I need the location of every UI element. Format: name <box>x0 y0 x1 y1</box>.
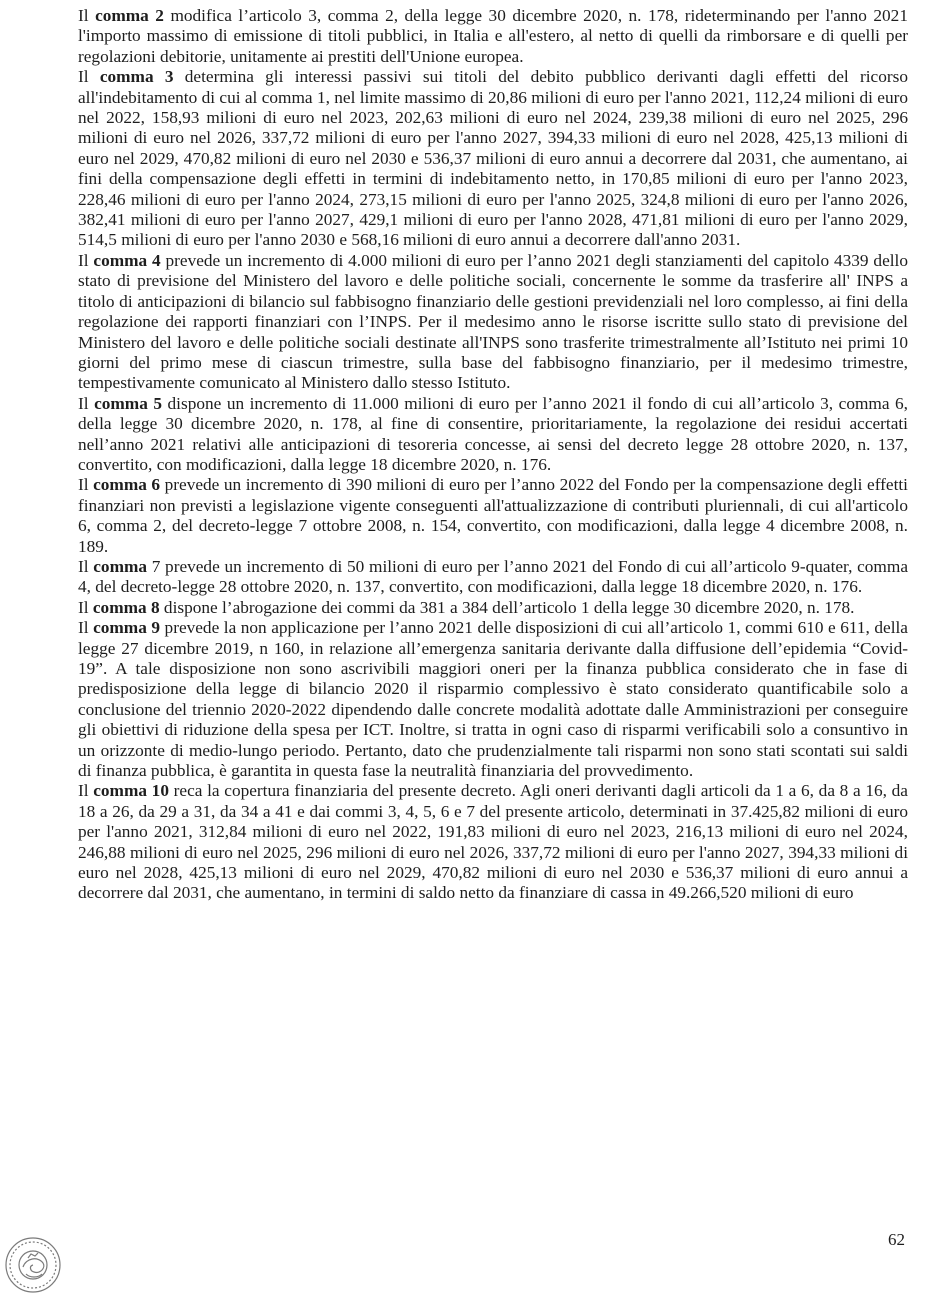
paragraph-comma-8 <box>78 598 908 618</box>
paragraph-lead: Il <box>78 6 96 25</box>
paragraph-comma-2 <box>78 6 908 67</box>
paragraph-comma-7 <box>78 557 908 598</box>
document-body <box>78 6 908 904</box>
paragraph-keyword: comma 8 <box>92 597 160 617</box>
paragraph-keyword: comma 6 <box>93 475 161 495</box>
paragraph-lead: Il <box>78 781 94 801</box>
paragraph-lead: Il <box>78 393 95 413</box>
paragraph-comma-10 <box>78 781 908 903</box>
page-number: 62 <box>888 1230 905 1249</box>
paragraph-lead: Il <box>78 475 94 495</box>
paragraph-keyword: comma 5 <box>94 393 163 413</box>
paragraph-keyword: comma 3 <box>99 67 174 87</box>
paragraph-text: determina gli interessi passivi sui titoli del debito pubblico derivanti dagli effetti del ricorso all'indebitamento di cui al comma 1, nel limite massimo di 20,86 milioni di euro per l'anno 2021, 112,24 milioni di euro nel 2022, 158,93 milioni di euro nel 2023, 202,63 milioni di euro nel 2024, 239,38 milioni di euro nel 2025, 296 milioni di euro nel 2026, 337,72 milioni di euro per l'anno 2027, 394,33 milioni di euro nel 2028, 425,13 milioni di euro nel 2029, 470,82 milioni di euro nel 2030 e 536,37 milioni di euro annui a decorrere dal 2031, che aumentano, ai fini della compensazione degli effetti in termini di indebitamento netto, in 170,85 milioni di euro per l'anno 2023, 228,46 milioni di euro per l'anno 2024, 273,15 milioni di euro per l'anno 2025, 324,8 milioni di euro per l'anno 2026, 382,41 milioni di euro per l'anno 2027, 429,1 milioni di euro per l'anno 2028, 471,81 milioni di euro per l'anno 2029, 514,5 milioni di euro per l'anno 2030 e 568,16 milioni di euro annui a decorrere dall'anno 2031. <box>78 67 908 250</box>
paragraph-comma-4 <box>78 251 908 394</box>
paragraph-keyword: comma 9 <box>93 618 161 638</box>
paragraph-comma-6 <box>78 475 908 557</box>
paragraph-lead: Il <box>78 618 94 638</box>
paragraph-text: prevede un incremento di 390 milioni di euro per l’anno 2022 del Fondo per la compensazione degli effetti finanziari non previsti a legislazione vigente conseguenti all'attualizzazione di contributi pluriennali, di cui all'articolo 6, comma 2, del decreto-legge 7 ottobre 2008, n. 154, convertito, con modificazioni, dalla legge 4 dicembre 2008, n. 189. <box>78 475 908 556</box>
paragraph-text: reca la copertura finanziaria del presente decreto. Agli oneri derivanti dagli articoli da 1 a 6, da 8 a 16, da 18 a 26, da 29 a 31, da 34 a 41 e dai commi 3, 4, 5, 6 e 7 del presente articolo, determinati in 37.425,82 milioni di euro per l'anno 2021, 312,84 milioni di euro nel 2022, 191,83 milioni di euro nel 2023, 216,13 milioni di euro nel 2024, 246,88 milioni di euro nel 2025, 296 milioni di euro nel 2026, 337,72 milioni di euro per l'anno 2027, 394,33 milioni di euro nel 2028, 425,13 milioni di euro nel 2029, 470,82 milioni di euro nel 2030 e 536,37 milioni di euro annui a decorrere dal 2031, che aumentano, in termini di saldo netto da finanziare di cassa in 49.266,520 milioni di euro <box>78 781 908 903</box>
paragraph-text: dispone un incremento di 11.000 milioni di euro per l’anno 2021 il fondo di cui all’articolo 3, comma 6, della legge 30 dicembre 2020, n. 178, al fine di consentire, prioritariamente, la regolazione dei residui accertati nell’anno 2021 relativi alle anticipazioni di tesoreria concesse, ai sensi del decreto legge 28 ottobre 2020, n. 137, convertito, con modificazioni, dalla legge 18 dicembre 2020, n. 176. <box>78 393 908 474</box>
paragraph-text: modifica l’articolo 3, comma 2, della legge 30 dicembre 2020, n. 178, rideterminando per l'anno 2021 l'importo massimo di emissione di titoli pubblici, in Italia e all'estero, al netto di quelli da rimborsare e di quelli per regolazioni debitorie, unitamente ai prestiti dell'Unione europea. <box>78 6 908 66</box>
paragraph-lead: Il <box>78 250 94 270</box>
paragraph-lead: Il <box>78 556 94 576</box>
paragraph-comma-3 <box>78 67 908 251</box>
paragraph-lead: Il <box>78 597 93 617</box>
paragraph-comma-9 <box>78 618 908 781</box>
official-stamp-icon <box>4 1236 62 1294</box>
paragraph-text: 7 prevede un incremento di 50 milioni di euro per l’anno 2021 del Fondo di cui all’articolo 9-quater, comma 4, del decreto-legge 28 ottobre 2020, n. 137, convertito, con modificazioni, dalla legge 18 dicembre 2020, n. 176. <box>78 556 908 597</box>
paragraph-keyword: comma <box>93 556 148 576</box>
paragraph-text: prevede la non applicazione per l’anno 2021 delle disposizioni di cui all’articolo 1, commi 610 e 611, della legge 27 dicembre 2019, n 160, in relazione all’emergenza sanitaria derivante dalla diffusione dell’epidemia “Covid-19”. A tale disposizione non sono ascrivibili maggiori oneri per la finanza pubblica considerato che in fase di predisposizione della legge di bilancio 2020 il risparmio complessivo è stato considerato quantificabile solo a conclusione del triennio 2020-2022 dipendendo dalle concrete modalità adottate dalle Amministrazioni per conseguire gli obiettivi di riduzione della spesa per ICT. Inoltre, si tratta in ogni caso di risparmi verificabili solo a consuntivo in un orizzonte di medio-lungo periodo. Pertanto, dato che prudenzialmente tali risparmi non sono stati scontati sui saldi di finanza pubblica, è garantita in questa fase la neutralità finanziaria del provvedimento. <box>78 618 908 781</box>
paragraph-text: prevede un incremento di 4.000 milioni di euro per l’anno 2021 degli stanziamenti del capitolo 4339 dello stato di previsione del Ministero del lavoro e delle politiche sociali, concernente le somme da trasferire all' INPS a titolo di anticipazioni di bilancio sul fabbisogno finanziario delle gestioni previdenziali nel loro complesso, ai fini della regolazione dei rapporti finanziari con l’INPS. Per il medesimo anno le risorse iscritte sullo stato di previsione del Ministero del lavoro e delle politiche sociali destinate all'INPS sono trasferite trimestralmente all’Istituto nei primi 10 giorni del primo mese di ciascun trimestre, sulla base del fabbisogno finanziario, per il medesimo trimestre, tempestivamente comunicato al Ministero dallo stesso Istituto. <box>78 250 908 393</box>
paragraph-keyword: comma 10 <box>93 781 169 801</box>
paragraph-text: dispone l’abrogazione dei commi da 381 a 384 dell’articolo 1 della legge 30 dicembre 2020, n. 178. <box>159 597 855 617</box>
paragraph-keyword: comma 4 <box>93 250 161 270</box>
paragraph-comma-5 <box>78 394 908 476</box>
paragraph-keyword: comma 2 <box>95 6 164 25</box>
paragraph-lead: Il <box>78 67 100 87</box>
